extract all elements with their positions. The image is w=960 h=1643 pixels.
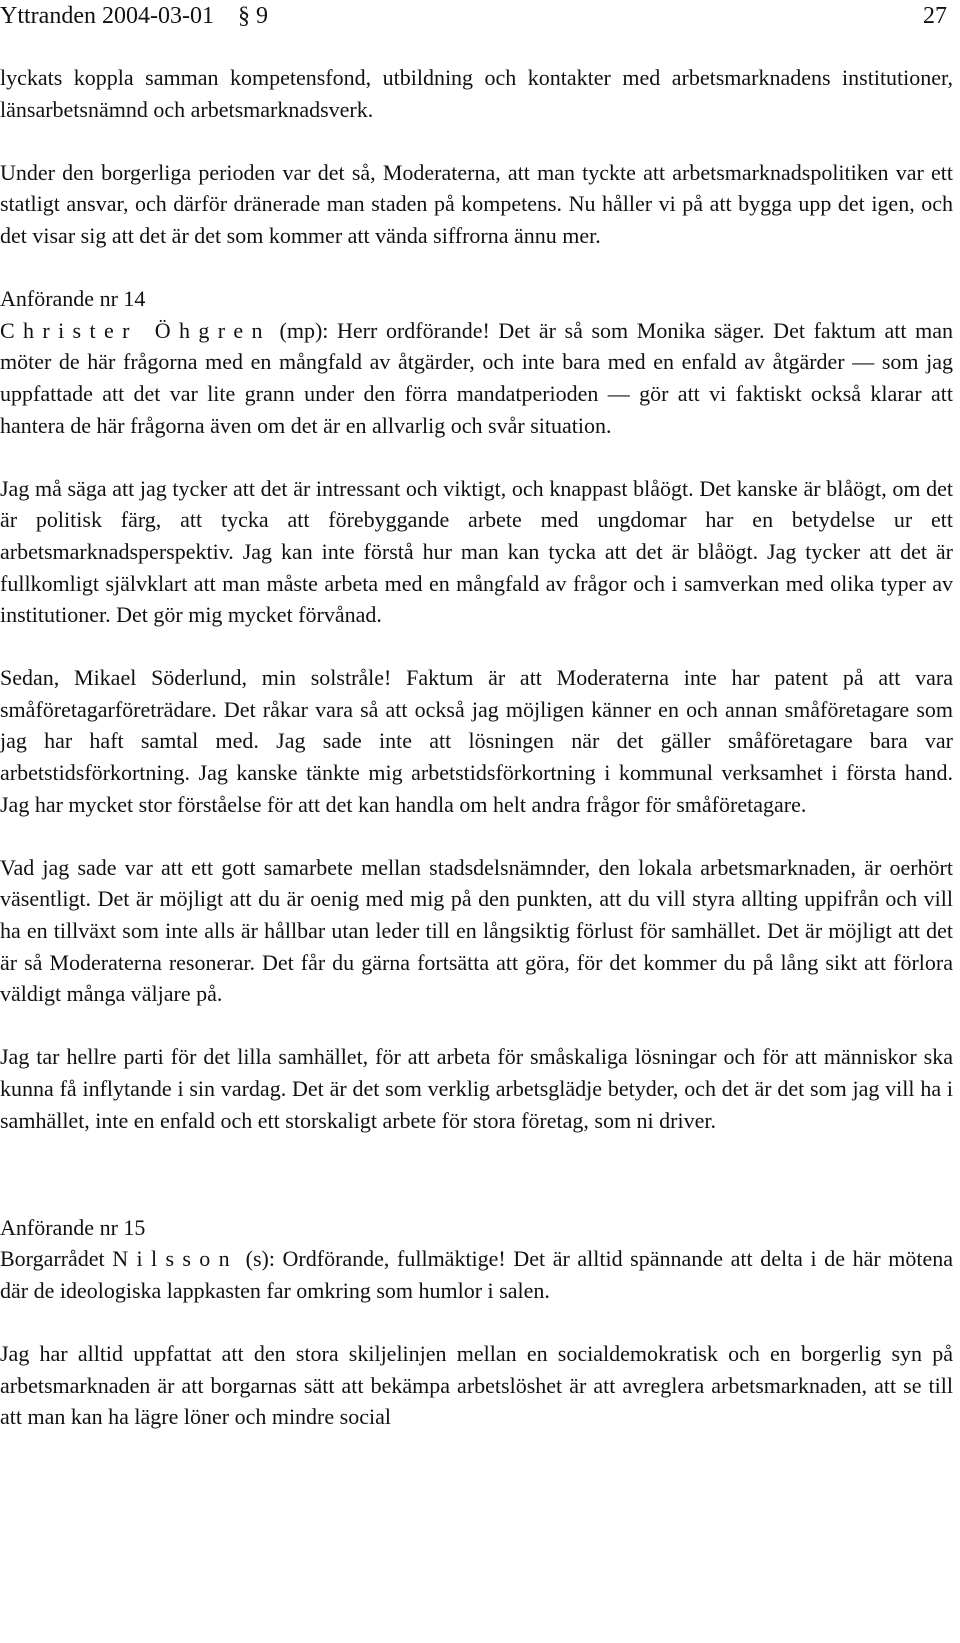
paragraph: Jag tar hellre parti för det lilla samhället, för att arbeta för småskaliga lösningar och för att människor ska kunna få inflytande i sin vardag. Det är det som verklig arbetsglädje betyder, och det är det som jag vill ha i samhället, inte en enfald och ett storskaligt arbete för stora företag, som ni driver. bbox=[0, 1044, 953, 1133]
speaker-name: Nilsson bbox=[112, 1246, 239, 1272]
speaker-title: Borgarrådet bbox=[0, 1246, 105, 1272]
header-title bbox=[0, 2, 268, 30]
speaker-name: Christer Öhgren bbox=[0, 317, 271, 343]
page-number: 27 bbox=[923, 3, 947, 29]
speech-text: (s): Ordförande, fullmäktige! Det är alltid spännande att delta i de här mötena där de ideologiska lappkasten far omkring som humlor i salen. bbox=[0, 1246, 954, 1303]
header-date-title: Yttranden 2004-03-01 bbox=[0, 3, 214, 29]
speech-14-heading: Anförande nr 14 bbox=[0, 286, 146, 312]
paragraph: Under den borgerliga perioden var det så, Moderaterna, att man tyckte att arbetsmarknadspolitiken var ett statligt ansvar, och därför dränerade man staden på kompetens. Nu håller vi på att bygga upp det igen, och det visar sig att det är det som kommer att vända siffrorna ännu mer. bbox=[0, 159, 953, 248]
speech-15-paragraph bbox=[0, 1243, 953, 1306]
paragraph: Jag har alltid uppfattat att den stora skiljelinjen mellan en socialdemokratisk och en borgerlig syn på arbetsmarknaden är att borgarnas sätt att bekämpa arbetslöshet är att avreglera arbetsmarknaden, att se till att man kan ha lägre löner och mindre social bbox=[0, 1341, 953, 1430]
paragraph: lyckats koppla samman kompetensfond, utbildning och kontakter med arbetsmarknadens institutioner, länsarbetsnämnd och arbetsmarknadsverk. bbox=[0, 65, 953, 122]
section-spacer bbox=[0, 1168, 953, 1212]
paragraph: Sedan, Mikael Söderlund, min solstråle! Faktum är att Moderaterna inte har patent på att vara småföretagarföreträdare. Det råkar vara så att också jag möjligen känner en och annan småföretagare som jag har haft samtal med. Jag sade inte att lösningen när det gäller småföretagare bara var arbetstidsförkortning. Jag kanske tänkte mig arbetstidsförkortning i kommunal verksamhet i första hand. Jag har mycket stor förståelse för att det kan handla om helt andra frågor för småföretagare. bbox=[0, 665, 953, 817]
speech-text: (mp): Herr ordförande! Det är så som Monika säger. Det faktum att man möter de här frågorna med en mångfald av åtgärder, och inte bara med en enfald av åtgärder — som jag uppfattade att det var lite grann under den förra mandatperioden — gör att vi faktiskt också klarar att hantera de här frågorna även om det är en allvarlig och svår situation. bbox=[0, 317, 954, 438]
header-section: § 9 bbox=[237, 3, 268, 29]
paragraph: Jag må säga att jag tycker att det är intressant och viktigt, och knappast blåögt. Det kanske är blåögt, om det är politisk färg, att tycka att förebyggande arbete med ungdomar har en betydelse ur ett arbetsmarknadsperspektiv. Jag kan inte förstå hur man kan tycka att det är blåögt. Jag tycker att det är fullkomligt självklart att man måste arbeta med en mångfald av frågor och i samverkan med olika typer av institutioner. Det gör mig mycket förvånad. bbox=[0, 475, 953, 628]
page-header bbox=[0, 2, 947, 32]
speech-15-heading: Anförande nr 15 bbox=[0, 1214, 146, 1240]
document-body bbox=[0, 62, 953, 1465]
speech-14-paragraph bbox=[0, 315, 953, 441]
paragraph: Vad jag sade var att ett gott samarbete mellan stadsdelsnämnder, den lokala arbetsmarknaden, är oerhört väsentligt. Det är möjligt att du är oenig med mig på den punkten, att du vill styra allting uppifrån och vill ha en tillväxt som inte alls är hållbar utan leder till en långsiktig förlust för samhället. Det är möjligt att det är så Moderaterna resonerar. Det får du gärna fortsätta att göra, för det kommer du på lång sikt att förlora väldigt många väljare på. bbox=[0, 854, 953, 1007]
